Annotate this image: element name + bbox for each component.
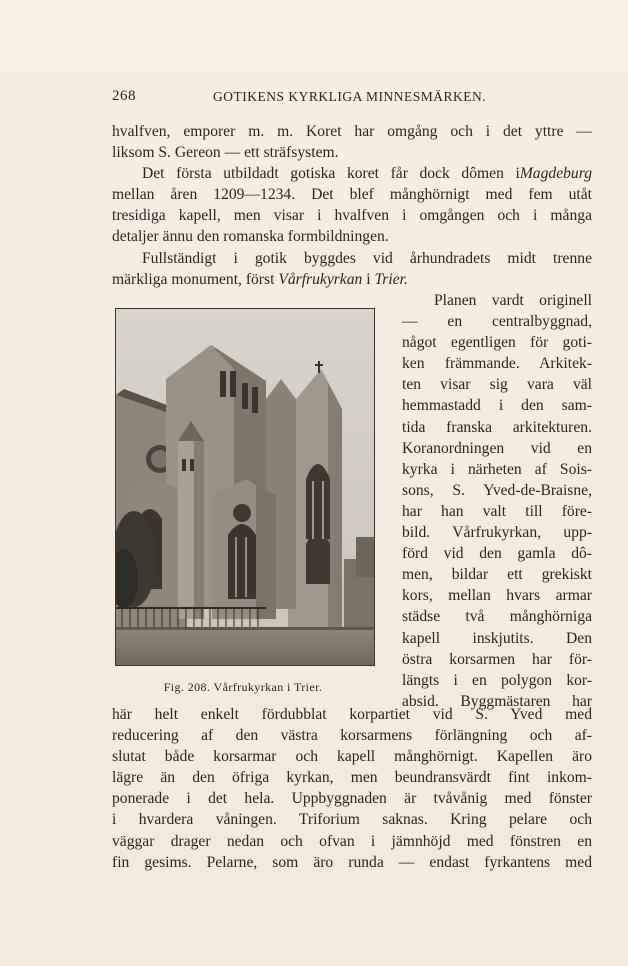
text-line: men, bildar ett grekiskt [402, 566, 592, 584]
text-line: reducering af den västra korsarmens förlängning och af- [112, 727, 592, 745]
text-line: kors, mellan hvars armar [402, 587, 592, 605]
body-text-top [112, 121, 592, 290]
text-line: Koranordningen vid en [402, 439, 592, 457]
text-line: ten visar sig vara väl [402, 376, 592, 394]
body-text-bottom [112, 704, 592, 873]
text-line: detaljer ännu den romanska formbildningen. [112, 228, 389, 246]
body-text-side [402, 290, 592, 712]
text-line: Planen vardt originell [434, 292, 592, 309]
text-line: Fullständigt i gotik byggdes vid århundradets midt trenne [142, 249, 592, 267]
text-line: ken främmande. Arkitek- [402, 355, 592, 373]
text-line: absid. Byggmästaren har [402, 692, 592, 710]
text-line: hemmastadd i den sam- [402, 397, 592, 415]
text-line: slutat både korsarmar och kapell månghörnigt. Kapellen äro [112, 748, 592, 766]
figure-church-photo [115, 308, 375, 666]
text-line: östra korsarmen har för- [402, 650, 592, 668]
text-line: kyrka i närheten af Sois- [402, 460, 592, 478]
text-line: fin gesims. Pelarne, som äro runda — endast fyrkantens med [112, 853, 592, 871]
italic-place-name: Trier. [374, 270, 408, 288]
text-line: — en centralbyggnad, [402, 313, 592, 331]
text-line: bild. Vårfrukyrkan, upp- [402, 524, 592, 542]
text-line: städse två månghörniga [402, 608, 592, 626]
text-line: tida franska arkitekturen. [402, 418, 592, 436]
text-line: längts i en polygon kor- [402, 671, 592, 689]
text-line: väggar drager nedan och ofvan i jämnhöjd med fönstren en [112, 832, 592, 850]
text-line: något egentligen för goti- [402, 334, 592, 352]
italic-church-name: Vårfrukyrkan [278, 270, 363, 288]
text-line: kapell inskjutits. Den [402, 629, 592, 647]
text-line: förd vid den gamla dô- [402, 545, 592, 563]
text-line: liksom S. Gereon — ett sträfsystem. [112, 144, 339, 162]
page-number: 268 [112, 88, 136, 104]
italic-place-name: Magdeburg [519, 165, 592, 183]
running-header [112, 88, 592, 108]
text-line: tresidiga kapell, men visar i hvalfven i omgången och i många [112, 207, 592, 225]
text-line: här helt enkelt fördubblat korpartiet vid S. Yved med [112, 706, 592, 723]
text-line: Det första utbildadt gotiska koret får dock dômen iMagdeburg [142, 165, 592, 183]
text-line: i hvardera våningen. Triforium saknas. Kring pelare och [112, 811, 592, 829]
text-line: märkliga monument, först Vårfrukyrkan i Trier. [112, 270, 408, 288]
text-line: mellan åren 1209—1234. Det blef månghörnigt med fem utåt [112, 186, 592, 204]
text-line: ponerade i det hela. Uppbyggnaden är tvåvånig med fönster [112, 790, 592, 808]
text-line: sons, S. Yved-de-Braisne, [402, 481, 592, 499]
running-title: GOTIKENS KYRKLIGA MINNESMÄRKEN. [213, 89, 487, 104]
text-line: hvalfven, emporer m. m. Koret har omgång och i det yttre — [112, 123, 592, 140]
text-line: lägre än den öfriga kyrkan, men beundransvärdt fint inkom- [112, 769, 592, 787]
text-line: har han valt till före- [402, 502, 592, 520]
figure-caption: Fig. 208. Vårfrukyrkan i Trier. [163, 680, 323, 694]
church-illustration [116, 309, 374, 665]
